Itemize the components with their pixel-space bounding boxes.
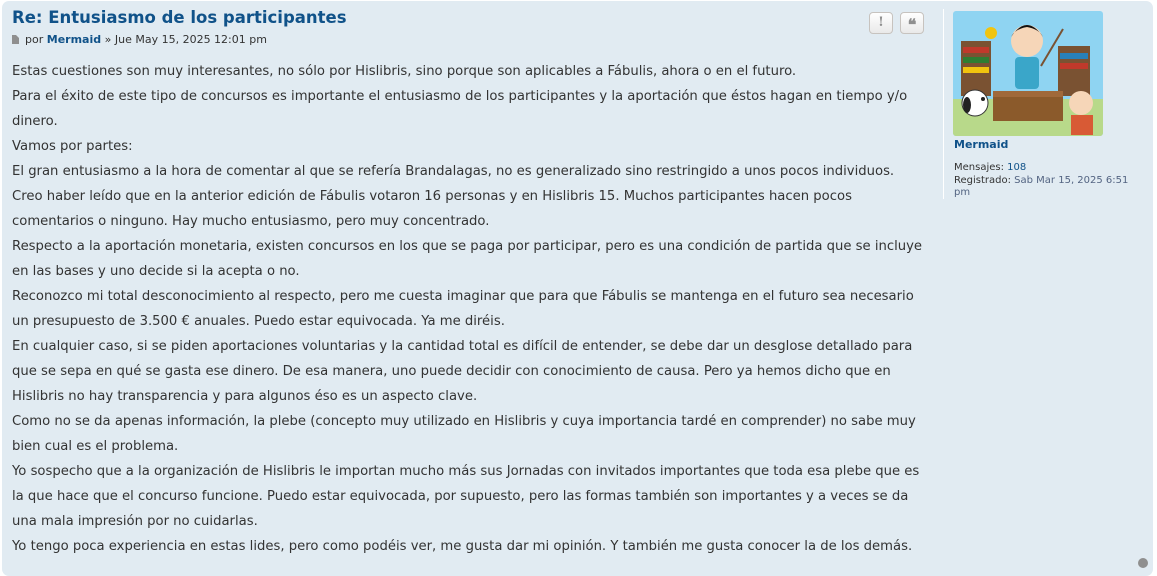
post-paragraph: Respecto a la aportación monetaria, existen concursos en los que se paga por participar, pero es una condición de partida que se incluye en las bases y uno decide si la acepta o no. — [12, 239, 923, 279]
profile-posts-label: Mensajes: — [954, 162, 1004, 173]
back-to-top-icon[interactable] — [1138, 558, 1148, 568]
avatar[interactable] — [953, 11, 1103, 136]
report-button[interactable] — [869, 12, 893, 34]
post-paragraph: En cualquier caso, si se piden aportaciones voluntarias y la cantidad total es difícil de entender, se debe dar un desglose detallado para que se sepa en qué se gasta ese dinero. De esa manera, uno puede decidir con conocimiento de causa. Pero ya hemos dicho que en Hislibris no hay transparencia y para algunos éso es un aspecto clave. — [12, 339, 913, 404]
avatar-image — [953, 11, 1103, 136]
author-username[interactable]: Mermaid — [46, 33, 102, 46]
post-author-line — [12, 33, 927, 47]
post-paragraph: Reconozco mi total desconocimiento al respecto, pero me cuesta imaginar que para que Fábulis se mantenga en el futuro sea necesario un presupuesto de 3.500 € anuales. Puedo estar equivocada. Ya me diréis. — [12, 289, 914, 329]
post-paragraph: Vamos por partes: — [12, 139, 133, 154]
quote-icon: ❝ — [907, 15, 917, 34]
profile-joined — [954, 175, 1144, 199]
post-body — [12, 7, 927, 559]
report-icon: ! — [878, 15, 884, 30]
post-content — [12, 59, 927, 559]
profile-posts-value[interactable]: 108 — [1007, 162, 1027, 173]
profile-username[interactable]: Mermaid — [954, 138, 1009, 151]
post-paragraph: Yo sospecho que a la organización de Hislibris le importan mucho más sus Jornadas con invitados importantes que toda esa plebe que es la que hace que el concurso funcione. Puedo estar equivocada, por supuesto, pero las formas también son importantes y a veces se da una mala impresión por no cuidarlas. — [12, 464, 920, 529]
post-title[interactable]: Re: Entusiasmo de los participantes — [12, 8, 347, 27]
post-paragraph: Estas cuestiones son muy interesantes, no sólo por Hislibris, sino porque son aplicables a Fábulis, ahora o en el futuro. — [12, 64, 797, 79]
post-paragraph: El gran entusiasmo a la hora de comentar al que se refería Brandalagas, no es generalizado sino restringido a unos pocos individuos. Creo haber leído que en la anterior edición de Fábulis votaron 16 personas y en Hislibris 15. Muchos participantes hacen pocos comentarios o ninguno. Hay mucho entusiasmo, pero muy concentrado. — [12, 164, 895, 229]
post-profile — [943, 9, 1144, 199]
profile-joined-value: Sab Mar 15, 2025 6:51 pm — [954, 175, 1129, 198]
profile-posts — [954, 162, 1026, 174]
quote-button[interactable] — [900, 12, 924, 34]
file-icon[interactable] — [12, 35, 19, 44]
author-by-label: por — [25, 33, 44, 46]
post-paragraph: Yo tengo poca experiencia en estas lides, pero como podéis ver, me gusta dar mi opinión. Y también me gusta conocer la de los demás. — [12, 539, 913, 554]
profile-joined-label: Registrado: — [954, 175, 1011, 186]
author-separator: » — [104, 33, 112, 46]
post-paragraph: Como no se da apenas información, la plebe (concepto muy utilizado en Hislibris y cuya importancia tardé en comprender) no sabe muy bien cual es el problema. — [12, 414, 916, 454]
forum-post — [2, 1, 1153, 576]
post-date: Jue May 15, 2025 12:01 pm — [114, 33, 267, 46]
post-paragraph: Para el éxito de este tipo de concursos es importante el entusiasmo de los participantes y la aportación que éstos hagan en tiempo y/o dinero. — [12, 89, 908, 129]
